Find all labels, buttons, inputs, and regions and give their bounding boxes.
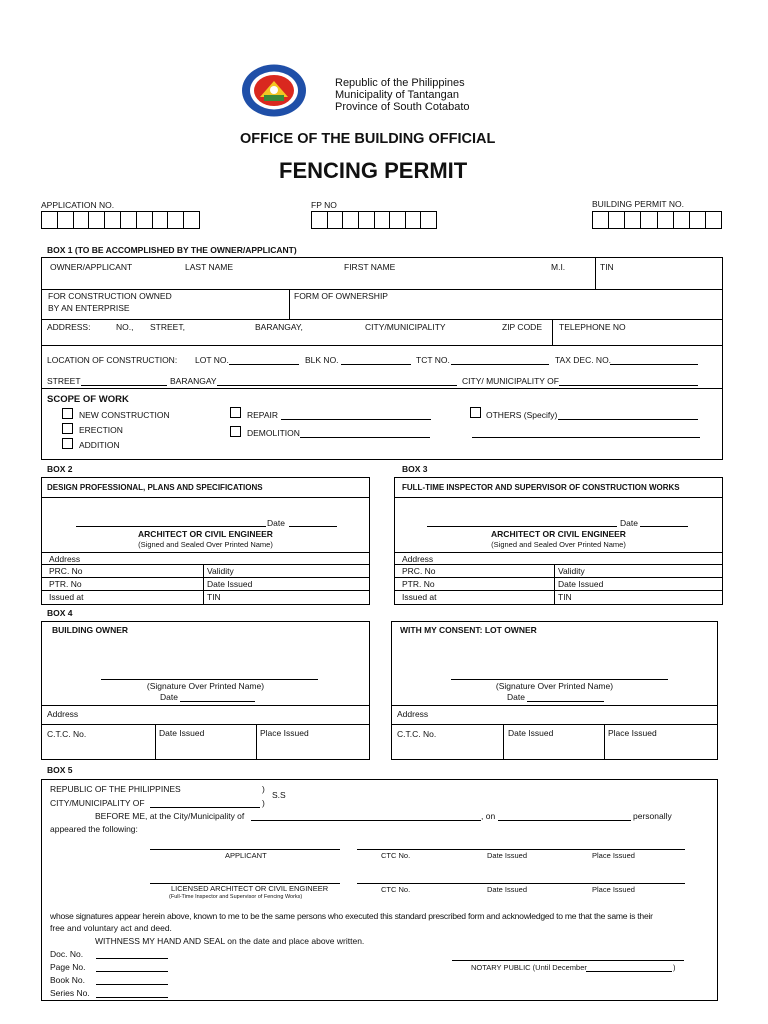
page-title: FENCING PERMIT xyxy=(279,158,468,183)
box5-applicant-label: APPLICANT xyxy=(225,851,267,860)
box5-place-issued-label-2: Place Issued xyxy=(592,885,635,894)
owner-place-issued-label: Place Issued xyxy=(260,728,309,738)
street-label: STREET xyxy=(47,376,81,386)
address-street-label: STREET, xyxy=(150,322,185,332)
notary-public-label: NOTARY PUBLIC (Until December xyxy=(471,963,587,972)
box5-whose-line-2: free and voluntary act and deed. xyxy=(50,923,172,933)
lot-no-label: LOT NO. xyxy=(195,355,229,365)
demolition-checkbox[interactable] xyxy=(230,426,241,437)
box2-tin-label: TIN xyxy=(207,592,221,602)
owner-date-label: Date xyxy=(160,692,178,702)
box5-witness: WITHNESS MY HAND AND SEAL on the date and place above written. xyxy=(95,936,365,946)
first-name-label: FIRST NAME xyxy=(344,262,396,272)
city-municipality-label: CITY/ MUNICIPALITY OF xyxy=(462,376,559,386)
construction-owned-label: FOR CONSTRUCTION OWNED xyxy=(48,291,172,301)
box3-signed-label: (Signed and Sealed Over Printed Name) xyxy=(491,540,626,549)
box5-ctc-no-label: CTC No. xyxy=(381,851,411,860)
demolition-label: DEMOLITION xyxy=(247,428,300,438)
address-city-label: CITY/MUNICIPALITY xyxy=(365,322,446,332)
box5-paren-1: ) xyxy=(262,784,265,794)
box5-ss: S.S xyxy=(272,790,286,800)
owner-ctc-label: C.T.C. No. xyxy=(47,729,87,739)
box5-on: , on xyxy=(481,811,496,821)
addition-checkbox[interactable] xyxy=(62,438,73,449)
scope-of-work-heading: SCOPE OF WORK xyxy=(47,394,129,405)
box2-heading: DESIGN PROFESSIONAL, PLANS AND SPECIFICATIONS xyxy=(47,483,263,492)
erection-label: ERECTION xyxy=(79,425,123,435)
application-no-label: APPLICATION NO. xyxy=(41,200,115,210)
erection-checkbox[interactable] xyxy=(62,423,73,434)
box3-issued-at-label: Issued at xyxy=(402,592,437,602)
box2-prc-label: PRC. No xyxy=(49,566,83,576)
lot-owner-date-issued-label: Date Issued xyxy=(508,728,554,738)
republic-text: Republic of the Philippines xyxy=(335,77,465,89)
box5-city-of: CITY/MUNICIPALITY OF xyxy=(50,798,145,808)
box2-signed-label: (Signed and Sealed Over Printed Name) xyxy=(138,540,273,549)
lot-owner-place-issued-label: Place Issued xyxy=(608,728,657,738)
last-name-label: LAST NAME xyxy=(185,262,234,272)
application-no-field[interactable] xyxy=(41,211,200,229)
box3-validity-label: Validity xyxy=(558,566,585,576)
tax-dec-no-label: TAX DEC. NO. xyxy=(555,355,612,365)
box3-heading: FULL-TIME INSPECTOR AND SUPERVISOR OF CONSTRUCTION WORKS xyxy=(402,483,680,492)
box2-issued-at-label: Issued at xyxy=(49,592,84,602)
form-of-ownership-label: FORM OF OWNERSHIP xyxy=(294,291,388,301)
fp-no-field[interactable] xyxy=(311,211,437,229)
box5-label: BOX 5 xyxy=(47,765,73,775)
box5-ctc-no-label-2: CTC No. xyxy=(381,885,411,894)
page-no-label: Page No. xyxy=(50,962,86,972)
building-permit-no-label: BUILDING PERMIT NO. xyxy=(592,199,684,209)
zip-code-label: ZIP CODE xyxy=(502,322,542,332)
box5-licensed-sub: (Full-Time Inspector and Supervisor of Fencing Works) xyxy=(169,894,303,900)
box5-date-issued-label: Date Issued xyxy=(487,851,528,860)
office-title: OFFICE OF THE BUILDING OFFICIAL xyxy=(240,131,496,147)
box5-place-issued-label: Place Issued xyxy=(592,851,635,860)
box1-heading: BOX 1 (TO BE ACCOMPLISHED BY THE OWNER/APPLICANT) xyxy=(47,245,297,255)
box3-date-label: Date xyxy=(620,518,638,528)
box5-before-me: BEFORE ME, at the City/Municipality of xyxy=(95,811,245,821)
building-permit-no-field[interactable] xyxy=(592,211,722,229)
addition-label: ADDITION xyxy=(79,440,120,450)
box3-ptr-label: PTR. No xyxy=(402,579,435,589)
owner-signature-label: (Signature Over Printed Name) xyxy=(146,681,265,691)
box2-validity-label: Validity xyxy=(207,566,234,576)
lot-owner-ctc-label: C.T.C. No. xyxy=(397,729,437,739)
tct-no-label: TCT NO. xyxy=(416,355,450,365)
new-construction-checkbox[interactable] xyxy=(62,408,73,419)
box3-date-issued-label: Date Issued xyxy=(558,579,604,589)
owner-date-issued-label: Date Issued xyxy=(159,728,205,738)
box2-ptr-label: PTR. No xyxy=(49,579,82,589)
repair-checkbox[interactable] xyxy=(230,407,241,418)
box5-licensed-label: LICENSED ARCHITECT OR CIVIL ENGINEER xyxy=(171,884,329,893)
building-owner-label: BUILDING OWNER xyxy=(52,625,129,635)
lot-owner-address-label: Address xyxy=(397,709,429,719)
location-label: LOCATION OF CONSTRUCTION: xyxy=(47,355,178,365)
series-no-label: Series No. xyxy=(50,988,90,998)
construction-owned-label-2: BY AN ENTERPRISE xyxy=(48,303,130,313)
fp-no-label: FP NO xyxy=(311,200,337,210)
box5-whose-line-1: whose signatures appear herein above, known to me to be the same persons who executed this standard prescribed form and acknowledged to me that the same is their xyxy=(50,911,653,921)
box2-date-issued-label: Date Issued xyxy=(207,579,253,589)
owner-address-label: Address xyxy=(47,709,79,719)
lot-owner-date-label: Date xyxy=(507,692,525,702)
box5-appeared: appeared the following: xyxy=(50,824,138,834)
new-construction-label: NEW CONSTRUCTION xyxy=(79,410,170,420)
box3-label: BOX 3 xyxy=(402,464,428,474)
telephone-label: TELEPHONE NO xyxy=(559,322,626,332)
book-no-label: Book No. xyxy=(50,975,85,985)
box2-date-label: Date xyxy=(267,518,285,528)
box3-address-label: Address xyxy=(402,554,434,564)
lot-owner-label: WITH MY CONSENT: LOT OWNER xyxy=(400,625,537,635)
box5-personally: personally xyxy=(633,811,672,821)
box3-architect-label: ARCHITECT OR CIVIL ENGINEER xyxy=(491,529,626,539)
notary-close-paren: ) xyxy=(673,963,676,972)
box2-address-label: Address xyxy=(49,554,81,564)
address-barangay-label: BARANGAY, xyxy=(255,322,303,332)
doc-no-label: Doc. No. xyxy=(50,949,84,959)
box3-tin-label: TIN xyxy=(558,592,572,602)
municipal-seal xyxy=(240,63,308,118)
box3-prc-label: PRC. No xyxy=(402,566,436,576)
address-no-label: NO., xyxy=(116,322,134,332)
lot-owner-signature-label: (Signature Over Printed Name) xyxy=(495,681,614,691)
box5-republic: REPUBLIC OF THE PHILIPPINES xyxy=(50,784,181,794)
box5-date-issued-label-2: Date Issued xyxy=(487,885,528,894)
tin-label: TIN xyxy=(600,262,614,272)
box2-architect-label: ARCHITECT OR CIVIL ENGINEER xyxy=(138,529,273,539)
address-label: ADDRESS: xyxy=(47,322,91,332)
others-checkbox[interactable] xyxy=(470,407,481,418)
blk-no-label: BLK NO. xyxy=(305,355,339,365)
repair-label: REPAIR xyxy=(247,410,279,420)
box2-label: BOX 2 xyxy=(47,464,73,474)
others-label: OTHERS (Specify) xyxy=(486,410,558,420)
municipality-text: Municipality of Tantangan xyxy=(335,89,459,101)
mi-label: M.I. xyxy=(551,262,566,272)
barangay-label: BARANGAY xyxy=(170,376,217,386)
owner-applicant-label: OWNER/APPLICANT xyxy=(50,262,133,272)
box4-label: BOX 4 xyxy=(47,608,73,618)
province-text: Province of South Cotabato xyxy=(335,101,470,113)
box5-paren-2: ) xyxy=(262,798,265,808)
